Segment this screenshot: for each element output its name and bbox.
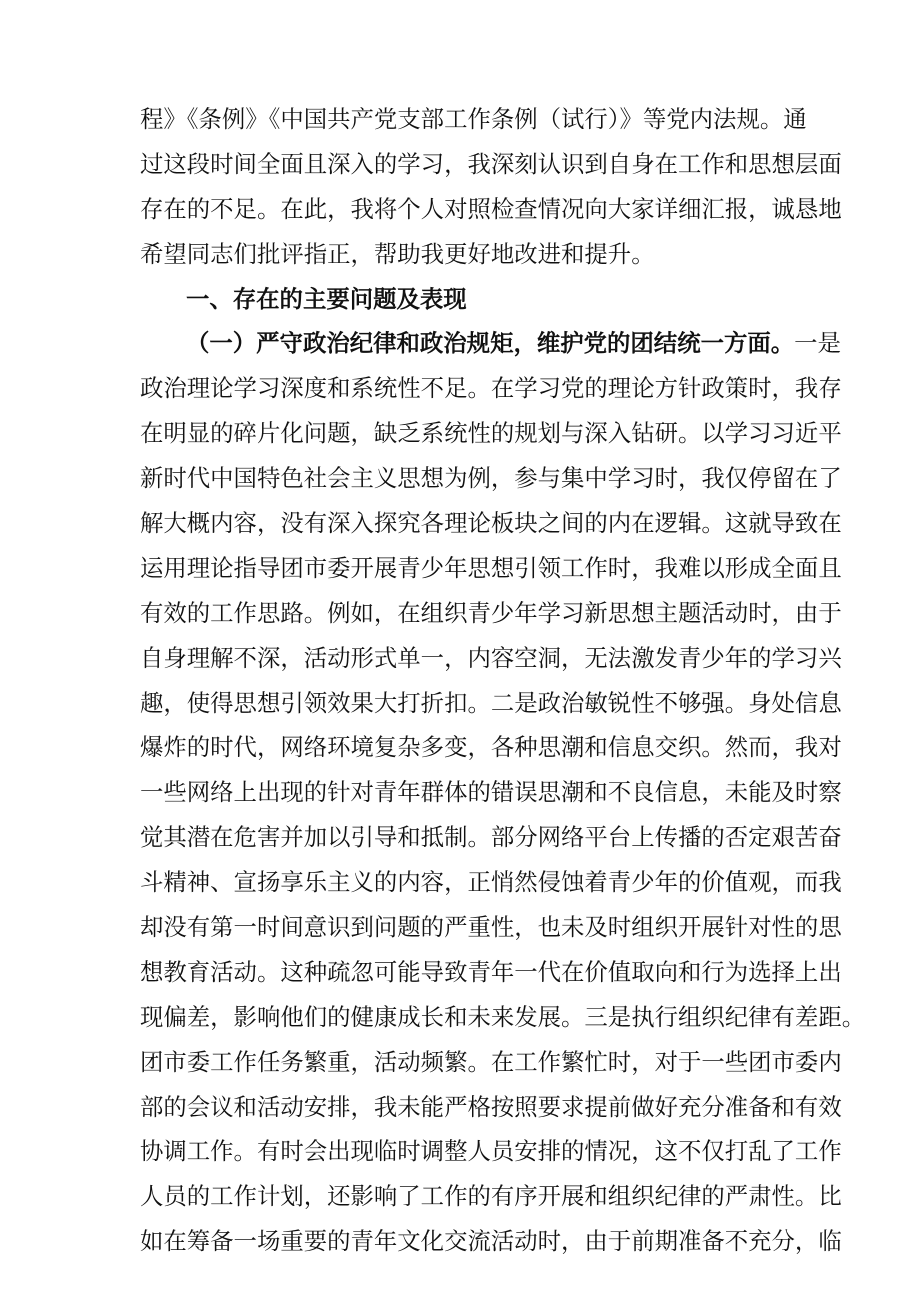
text-line: 新时代中国特色社会主义思想为例，参与集中学习时，我仅停留在了 bbox=[140, 464, 842, 493]
section-heading: 一、存在的主要问题及表现 bbox=[186, 284, 467, 313]
text-line: 希望同志们批评指正，帮助我更好地改进和提升。 bbox=[140, 239, 655, 268]
text-line: 如在筹备一场重要的青年文化交流活动时，由于前期准备不充分，临 bbox=[140, 1227, 842, 1256]
text-line: 存在的不足。在此，我将个人对照检查情况向大家详细汇报，诚恳地 bbox=[140, 194, 842, 223]
text-line: 部的会议和活动安排，我未能严格按照要求提前做好充分准备和有效 bbox=[140, 1092, 842, 1121]
text-line: 趣，使得思想引领效果大打折扣。二是政治敏锐性不够强。身处信息 bbox=[140, 688, 842, 717]
text-line: 觉其潜在危害并加以引导和抵制。部分网络平台上传播的否定艰苦奋 bbox=[140, 823, 842, 852]
text-line: 一些网络上出现的针对青年群体的错误思潮和不良信息，未能及时察 bbox=[140, 778, 842, 807]
text-line: 人员的工作计划，还影响了工作的有序开展和组织纪律的严肃性。比 bbox=[140, 1182, 842, 1211]
text-line: 斗精神、宣扬享乐主义的内容，正悄然侵蚀着青少年的价值观，而我 bbox=[140, 868, 842, 897]
text-line: 现偏差，影响他们的健康成长和未来发展。三是执行组织纪律有差距。 bbox=[140, 1002, 866, 1031]
subsection-first-line-rest: 一是 bbox=[794, 329, 841, 358]
document-page bbox=[140, 97, 866, 1264]
text-line: 爆炸的时代，网络环境复杂多变，各种思潮和信息交织。然而，我对 bbox=[140, 733, 842, 762]
text-line: 却没有第一时间意识到问题的严重性，也未及时组织开展针对性的思 bbox=[140, 913, 842, 942]
subsection-title: （一）严守政治纪律和政治规矩，维护党的团结统一方面。 bbox=[186, 329, 795, 358]
subsection-first-line bbox=[140, 321, 841, 366]
text-line: 运用理论指导团市委开展青少年思想引领工作时，我难以形成全面且 bbox=[140, 553, 842, 582]
text-line: 在明显的碎片化问题，缺乏系统性的规划与深入钻研。以学习习近平 bbox=[140, 419, 842, 448]
text-line: 协调工作。有时会出现临时调整人员安排的情况，这不仅打乱了工作 bbox=[140, 1137, 842, 1166]
text-line: 有效的工作思路。例如，在组织青少年学习新思想主题活动时，由于 bbox=[140, 598, 842, 627]
text-line: 自身理解不深，活动形式单一，内容空洞，无法激发青少年的学习兴 bbox=[140, 643, 842, 672]
text-line: 团市委工作任务繁重，活动频繁。在工作繁忙时，对于一些团市委内 bbox=[140, 1047, 842, 1076]
text-line: 想教育活动。这种疏忽可能导致青年一代在价值取向和行为选择上出 bbox=[140, 957, 842, 986]
text-line: 过这段时间全面且深入的学习，我深刻认识到自身在工作和思想层面 bbox=[140, 149, 842, 178]
text-line: 政治理论学习深度和系统性不足。在学习党的理论方针政策时，我存 bbox=[140, 374, 842, 403]
text-line: 程》《条例》《中国共产党支部工作条例（试行）》等党内法规。通 bbox=[140, 105, 807, 133]
intro-paragraph bbox=[140, 97, 842, 277]
text-line: 解大概内容，没有深入探究各理论板块之间的内在逻辑。这就导致在 bbox=[140, 509, 842, 538]
body-paragraph bbox=[140, 321, 866, 1264]
